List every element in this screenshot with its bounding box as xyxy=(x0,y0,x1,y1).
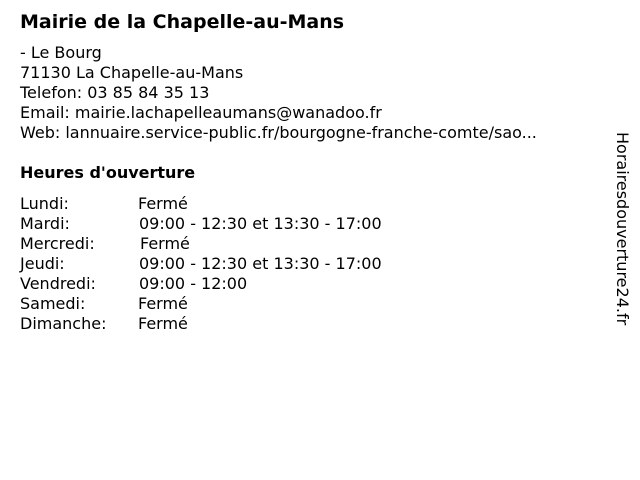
address-street: - Le Bourg xyxy=(20,43,102,62)
day-label: Jeudi: xyxy=(20,254,65,273)
address-city: 71130 La Chapelle-au-Mans xyxy=(20,63,244,82)
site-brand-watermark: Horairesdouverture24.fr xyxy=(613,132,632,326)
hours-value: 09:00 - 12:30 et 13:30 - 17:00 xyxy=(139,214,382,233)
email-address: Email: mairie.lachapelleaumans@wanadoo.fr xyxy=(20,103,382,122)
hours-value: Fermé xyxy=(140,234,190,253)
day-label: Samedi: xyxy=(20,294,86,313)
phone-number: Telefon: 03 85 84 35 13 xyxy=(20,83,210,102)
hours-value: Fermé xyxy=(138,294,188,313)
day-label: Lundi: xyxy=(20,194,69,213)
day-label: Dimanche: xyxy=(20,314,107,333)
hours-value: Fermé xyxy=(138,194,188,213)
page-title: Mairie de la Chapelle-au-Mans xyxy=(20,11,345,33)
day-label: Vendredi: xyxy=(20,274,96,293)
address-block xyxy=(20,43,537,143)
day-label: Mardi: xyxy=(20,214,70,233)
day-label: Mercredi: xyxy=(20,234,95,253)
hours-value: 09:00 - 12:00 xyxy=(139,274,248,293)
opening-hours-heading: Heures d'ouverture xyxy=(20,163,196,182)
hours-value: Fermé xyxy=(138,314,188,333)
website-link: Web: lannuaire.service-public.fr/bourgogne-franche-comte/sao... xyxy=(20,123,537,142)
hours-value: 09:00 - 12:30 et 13:30 - 17:00 xyxy=(139,254,382,273)
